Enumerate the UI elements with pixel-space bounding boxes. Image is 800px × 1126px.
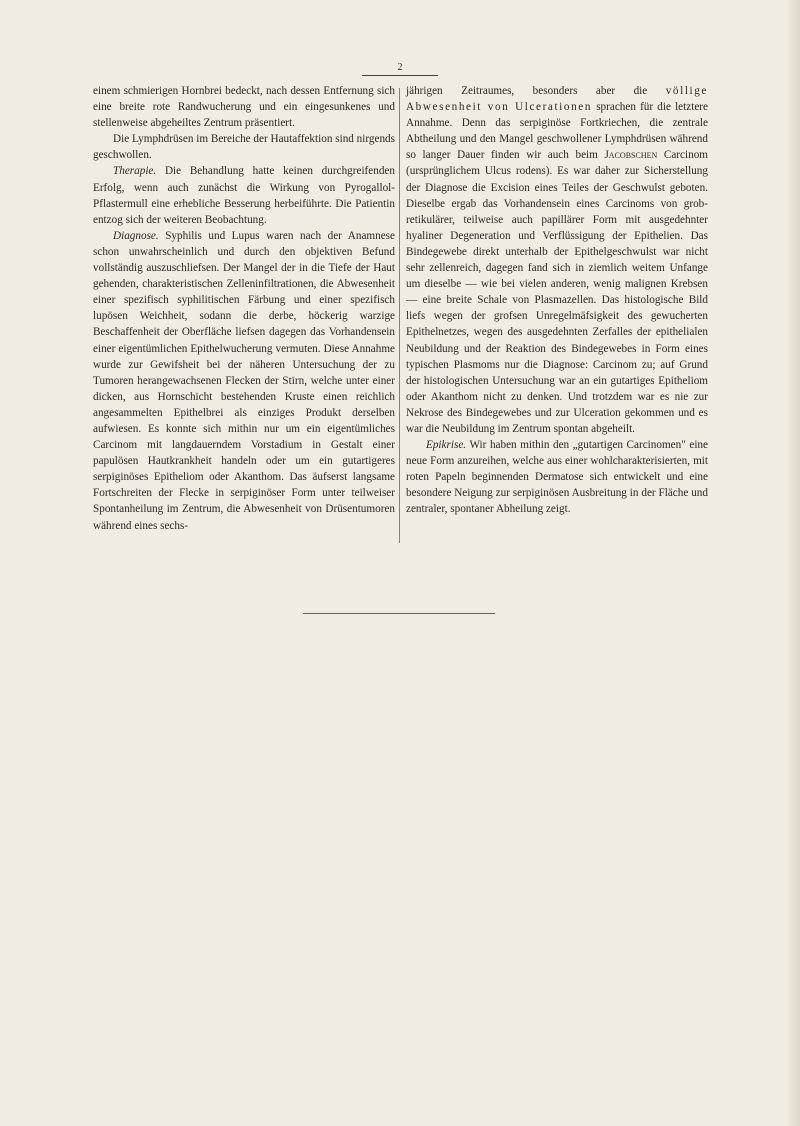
right-text-a: jährigen Zeitraumes, besonders aber die — [406, 85, 666, 97]
page-edge-shadow — [786, 0, 800, 1126]
spaced-emphasis: völlige Abwesenheit von Ulcerationen — [406, 85, 708, 114]
end-rule — [303, 613, 495, 614]
right-paragraph-1 — [406, 83, 708, 437]
epikrise-heading: Epikrise. — [426, 439, 467, 452]
left-paragraph-2: Die Lymphdrüsen im Bereiche der Hautaffektion sind nirgends geschwollen. — [93, 133, 396, 162]
right-column — [406, 83, 708, 518]
right-text-b: sprachen für die letztere Annahme. Denn das serpiginöse Fortkriechen, die zentrale Abtheilung und den Mangel geschwollener Lymphdrüsen während so langer Dauer finden wir auch beim — [406, 101, 708, 162]
diagnose-paragraph — [93, 228, 395, 534]
therapie-text: Die Behandlung hatte keinen durchgreifenden Erfolg, wenn auch zunächst die Wirkung von Pyrogallol-Pflastermull eine erhebliche Besserung herbeiführte. Die Patientin entzog sich der weiteren Beobachtung. — [93, 165, 395, 226]
epikrise-text: Wir haben mithin den „gutartigen Carcinomen" eine neue Form anzureihen, welche aus einer wohlcharakterisierten, mit roten Papeln beginnenden Dermatose sich entwickelt und eine besondere Neigung zur serpiginösen Ausbreitung in der Fläche und zentraler, spontaner Abheilung zeigt. — [406, 439, 708, 516]
page-number: 2 — [397, 62, 403, 73]
left-paragraph-1: einem schmierigen Hornbrei bedeckt, nach dessen Entfernung sich eine breite rote Randwucherung und ein eingesunkenes und stellenweise abgeheiltes Zentrum präsentiert. — [93, 85, 395, 130]
epikrise-paragraph — [406, 437, 708, 517]
left-column — [93, 83, 395, 534]
author-name: Jacobschen — [604, 149, 658, 162]
diagnose-text: Syphilis und Lupus waren nach der Anamnese schon unwahrscheinlich und durch den objektiven Befund vollständig auszuschliefsen. Der Mangel der in die Tiefe der Haut gehenden, charakteristischen Zelleninfiltrationen, die Abwesenheit einer spezifisch syphilitischen Färbung und einer spezifisch lupösen Weichheit, sodann die derbe, höckerig warzige Beschaffenheit der Oberfläche liefsen dagegen das Vorhandensein einer eigentümlichen Epithelwucherung vermuten. Diese Annahme wurde zur Gewifsheit bei der näheren Untersuchung der zu Tumoren herangewachsenen Flecken der Stirn, welche unter einer dicken, aus Hornschicht bestehenden Kruste einen reichlich angesammelten Epithelbrei als einziges Produkt derselben aufwiesen. Es konnte sich mithin nur um ein eigentümliches Carcinom mit langdauerndem Vorstadium in Gestalt einer papulösen Hautkrankheit handeln oder um ein gutartigeres serpiginöses Epitheliom oder Akanthom. Das äufserst langsame Fortschreiten der Flecke in serpiginöser Form unter teilweiser Spontanheilung im Zentrum, die Abwesenheit von Drüsentumoren während eines sechs- — [93, 229, 395, 532]
page-number-rule — [362, 75, 438, 76]
therapie-paragraph — [93, 163, 395, 227]
diagnose-heading: Diagnose. — [113, 229, 159, 242]
column-divider — [399, 88, 400, 543]
therapie-heading: Therapie. — [113, 165, 157, 178]
right-text-c: Carcinom (ursprünglichem Ulcus rodens). Es war daher zur Sicherstellung der Diagnose die Excision eines Teiles der Geschwulst geboten. Dieselbe ergab das Vorhandensein eines Carcinoms von grob-retikulärer, teilweise auch papillärer Form mit ausgedehnter hyaliner Degeneration und Verflüssigung der Epithelien. Das Bindegewebe direkt unterhalb der Epithelgeschwulst war nicht sehr zellenreich, dagegen fand sich in ziemlich weitem Unfange um dieselbe — wie bei vielen anderen, wenig malignen Krebsen — eine breite Schale von Plasmazellen. Das histologische Bild liefs wegen der grofsen Unregelmäfsigkeit des gewucherten Epithelnetzes, wegen des ausgedehnten Zerfalles der epithelialen Neubildung und der Reaktion des Bindegewebes in Form eines typischen Plasmoms nur die Diagnose: Carcinom zu; auf Grund der histologischen Untersuchung war an ein gutartiges Epitheliom oder Akanthom nicht zu denken. Und trotzdem war es nie zur Nekrose des Bindegewebes und zur Ulceration gekommen und es war die Neubildung im Zentrum spontan abgeheilt. — [406, 149, 708, 435]
